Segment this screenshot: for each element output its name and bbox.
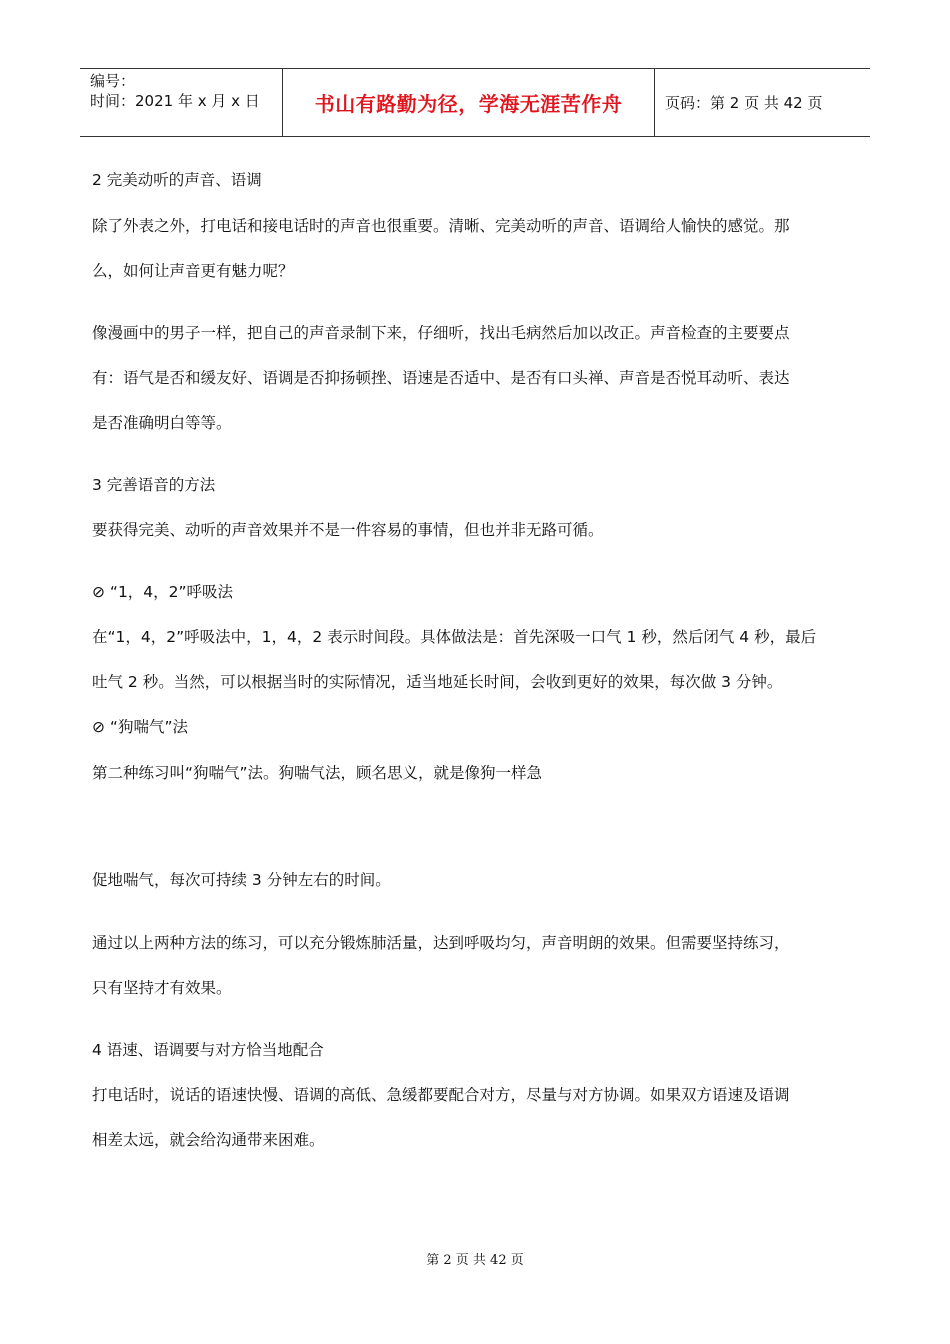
paragraph-line: 在“1，4，2”呼吸法中，1，4，2 表示时间段。具体做法是：首先深吸一口气 1 秒，然后闭气 4 秒，最后 — [92, 628, 817, 646]
section-heading-3: 3 完善语音的方法 — [92, 476, 216, 494]
section-heading-4: 4 语速、语调要与对方恰当地配合 — [92, 1041, 324, 1059]
header-page-info: 页码：第 2 页 共 42 页 — [665, 94, 823, 112]
paragraph-line: 促地喘气，每次可持续 3 分钟左右的时间。 — [92, 871, 391, 889]
page-footer — [0, 1249, 950, 1268]
paragraph-line: 是否准确明白等等。 — [92, 414, 232, 432]
paragraph-line: 相差太远，就会给沟通带来困难。 — [92, 1131, 325, 1149]
header-meta — [80, 69, 282, 136]
paragraph-line: 只有坚持才有效果。 — [92, 979, 232, 997]
paragraph-line: 除了外表之外，打电话和接电话时的声音也很重要。清晰、完美动听的声音、语调给人愉快的感觉。那 — [92, 217, 790, 235]
bullet-heading: ⊘ “1，4，2”呼吸法 — [92, 583, 234, 601]
section-heading-2: 2 完美动听的声音、语调 — [92, 171, 262, 189]
paragraph-line: 通过以上两种方法的练习，可以充分锻炼肺活量，达到呼吸均匀，声音明朗的效果。但需要坚持练习， — [92, 934, 790, 952]
paragraph-line: 有：语气是否和缓友好、语调是否抑扬顿挫、语速是否适中、是否有口头禅、声音是否悦耳动听、表达 — [92, 369, 790, 387]
serial-label: 编号： — [90, 72, 136, 90]
paragraph-line: 么，如何让声音更有魅力呢？ — [92, 262, 294, 280]
paragraph-line: 吐气 2 秒。当然，可以根据当时的实际情况，适当地延长时间，会收到更好的效果，每次做 3 分钟。 — [92, 673, 783, 691]
date-label: 时间：2021 年 x 月 x 日 — [90, 92, 260, 110]
paragraph-line: 第二种练习叫“狗喘气”法。狗喘气法，顾名思义，就是像狗一样急 — [92, 764, 543, 782]
paragraph-line: 打电话时，说话的语速快慢、语调的高低、急缓都要配合对方，尽量与对方协调。如果双方语速及语调 — [92, 1086, 790, 1104]
footer-page-number: 第 2 页 共 42 页 — [426, 1253, 524, 1268]
header-motto: 书山有路勤为径，学海无涯苦作舟 — [282, 69, 655, 136]
paragraph-line: 要获得完美、动听的声音效果并不是一件容易的事情，但也并非无路可循。 — [92, 521, 604, 539]
paragraph-line: 像漫画中的男子一样，把自己的声音录制下来，仔细听，找出毛病然后加以改正。声音检查的主要要点 — [92, 324, 790, 342]
page-header — [80, 68, 870, 137]
bullet-heading: ⊘ “狗喘气”法 — [92, 718, 188, 736]
